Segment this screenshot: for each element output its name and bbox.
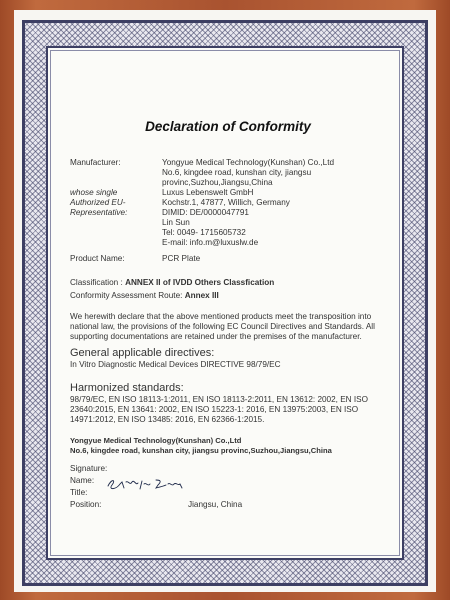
rep-line: Tel: 0049- 1715605732	[162, 228, 246, 237]
classification-label: Classification :	[70, 278, 123, 287]
manufacturer-line: Yongyue Medical Technology(Kunshan) Co.,Ltd	[162, 158, 335, 167]
manufacturer-line: No.6, kingdee road, kunshan city, jiangsu	[162, 168, 312, 177]
handwritten-signature	[106, 476, 186, 492]
footer-address: No.6, kingdee road, kunshan city, jiangsu provinc,Suzhou,Jiangsu,China	[70, 446, 332, 455]
standards-heading: Harmonized standards:	[70, 382, 184, 394]
rep-line: Luxus Lebenswelt GmbH	[162, 188, 254, 197]
classification-line	[70, 278, 388, 288]
rep-line: DIMID: DE/0000047791	[162, 208, 249, 217]
signature-label: Signature:	[70, 464, 108, 473]
title-label: Title:	[70, 488, 88, 497]
product-name-value: PCR Plate	[162, 254, 201, 263]
directives-text: In Vitro Diagnostic Medical Devices DIRECTIVE 98/79/EC	[70, 360, 281, 369]
standards-text: 98/79/EC, EN ISO 18113-1:2011, EN ISO 18113-2:2011, EN 13612: 2002, EN ISO 23640:2015, EN 13641: 2002, EN ISO 15223-1: 2016, EN 13975:2003, EN ISO 14971:2012, EN ISO 13485: 2016, EN 62366-1:2015.	[70, 395, 368, 424]
manufacturer-value	[162, 158, 334, 188]
product-name-label: Product Name:	[70, 254, 125, 263]
rep-label-line: Representative:	[70, 208, 128, 217]
representative-label	[70, 188, 127, 218]
conformity-value: Annex III	[184, 291, 219, 300]
rep-line: Lin Sun	[162, 218, 190, 227]
directives-heading: General applicable directives:	[70, 347, 215, 359]
manufacturer-line: provinc,Suzhou,Jiangsu,China	[162, 178, 273, 187]
manufacturer-label: Manufacturer:	[70, 158, 121, 167]
declaration-text: We herewith declare that the above mentioned products meet the transposition into national law, the provisions of the following EC Council Directives and Standards. All supporting documentations are retained under the premises of the manufacturer.	[70, 312, 375, 341]
position-label: Position:	[70, 500, 102, 509]
name-label: Name:	[70, 476, 95, 485]
rep-label-line: whose single	[70, 188, 118, 197]
representative-value	[162, 188, 290, 248]
footer-company: Yongyue Medical Technology(Kunshan) Co.,Ltd	[70, 436, 242, 445]
classification-value: ANNEX II of IVDD Others Classfication	[125, 278, 275, 287]
certificate-content	[60, 56, 396, 552]
rep-line: Kochstr.1, 47877, Willich, Germany	[162, 198, 290, 207]
conformity-line	[70, 291, 388, 301]
rep-label-line: Authorized EU-	[70, 198, 126, 207]
certificate-title: Declaration of Conformity	[145, 119, 311, 134]
rep-line: E-mail: info.m@luxuslw.de	[162, 238, 259, 247]
conformity-label: Conformity Assessment Route:	[70, 291, 183, 300]
position-value: Jiangsu, China	[188, 500, 243, 509]
